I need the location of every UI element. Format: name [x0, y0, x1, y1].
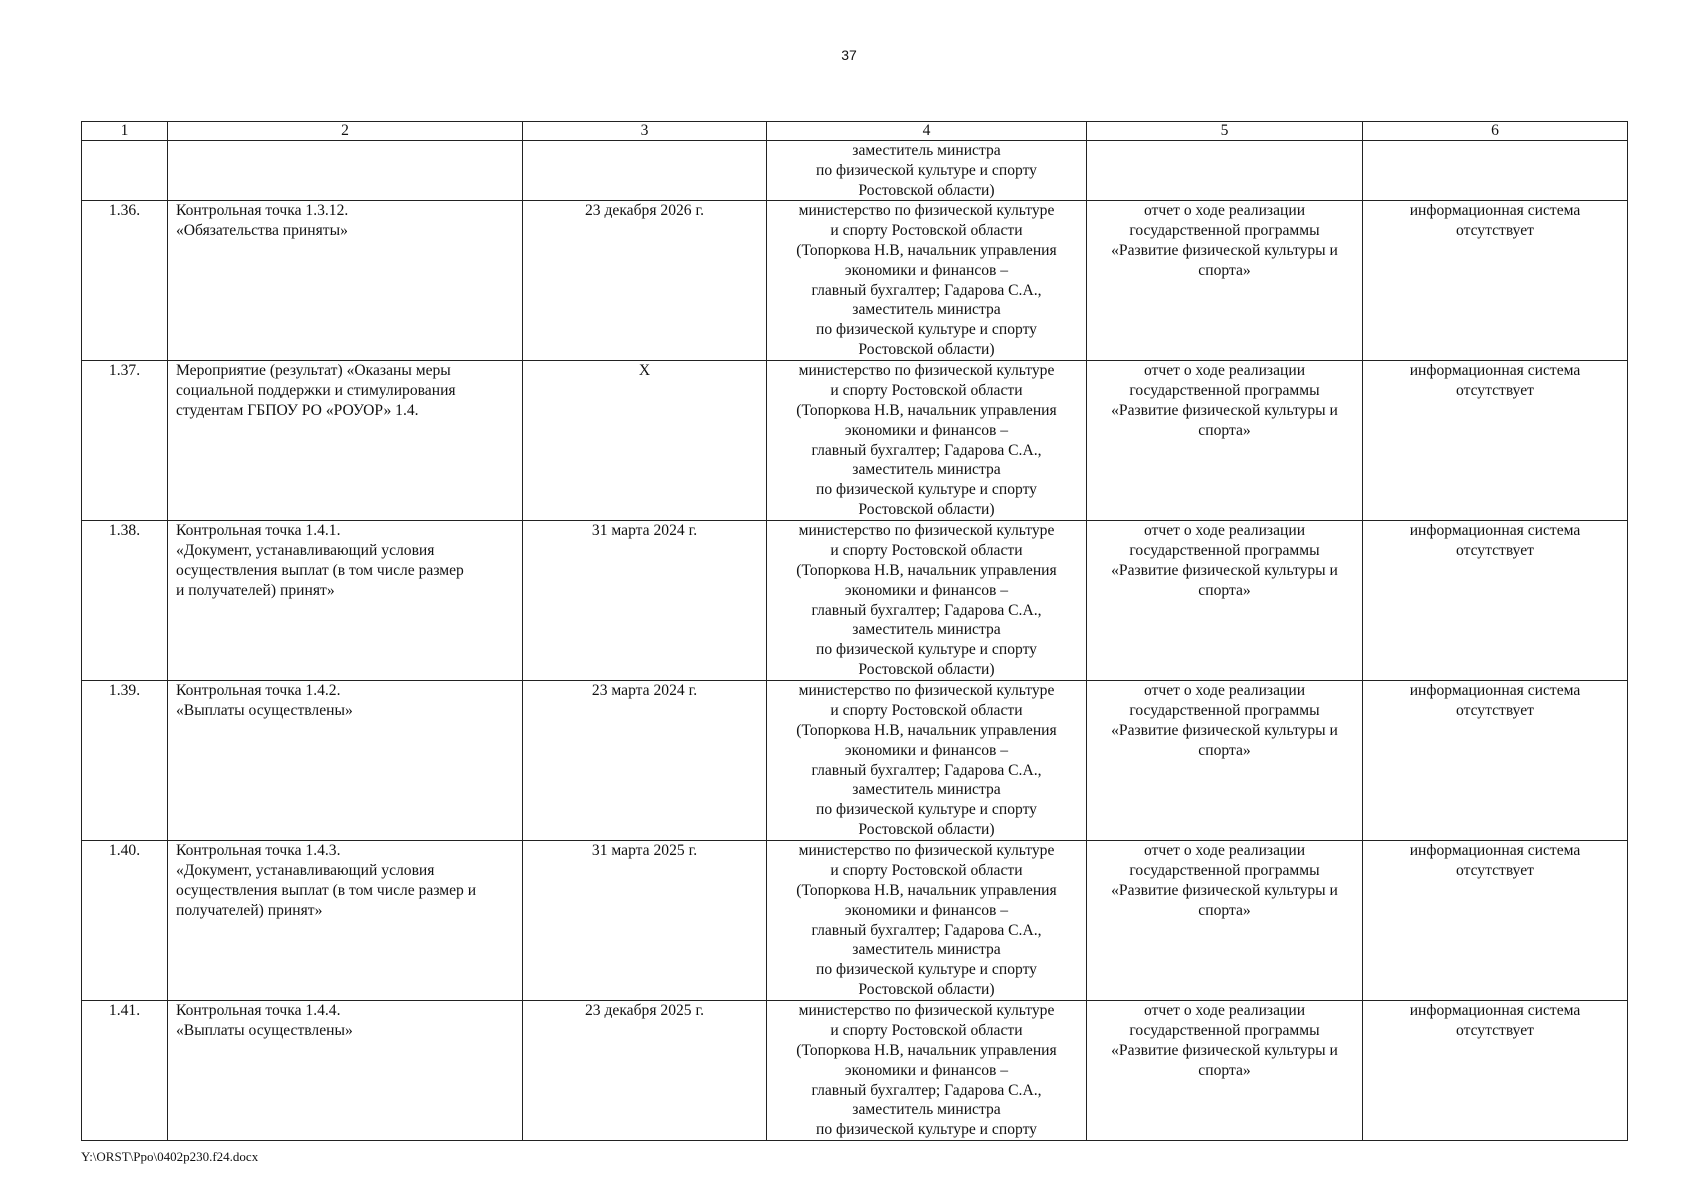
text-line: спорта» — [1198, 1061, 1251, 1079]
cell-responsible — [767, 361, 1087, 521]
text-line: министерство по физической культуре — [798, 362, 1055, 380]
text-line: (Топоркова Н.В, начальник управления — [796, 401, 1057, 419]
text-line: министерство по физической культуре — [798, 682, 1055, 700]
text-line: (Топоркова Н.В, начальник управления — [796, 241, 1057, 259]
text-line: отсутствует — [1455, 382, 1534, 400]
text-line: государственной программы — [1129, 542, 1320, 560]
cell-system — [1363, 201, 1628, 361]
text-line: и спорту Ростовской области — [830, 702, 1023, 720]
text-line: спорта» — [1198, 261, 1251, 279]
cell-name — [168, 841, 523, 1001]
cell-name — [168, 1001, 523, 1141]
text-line: главный бухгалтер; Гадарова С.А., — [811, 441, 1042, 459]
cell-name — [168, 681, 523, 841]
text-line: «Развитие физической культуры и — [1111, 241, 1338, 259]
text-line: и спорту Ростовской области — [830, 1022, 1023, 1040]
text-line: спорта» — [1198, 421, 1251, 439]
text-line: министерство по физической культуре — [798, 842, 1055, 860]
text-line: информационная система — [1409, 362, 1581, 380]
text-line: по физической культуре и спорту — [816, 641, 1037, 659]
text-line: информационная система — [1409, 842, 1581, 860]
text-line: отчет о ходе реализации — [1143, 202, 1306, 220]
cell-date — [523, 141, 767, 201]
text-line: «Обязательства приняты» — [176, 222, 348, 240]
text-line: Контрольная точка 1.4.2. — [176, 682, 341, 700]
cell-system — [1363, 841, 1628, 1001]
text-line: заместитель министра — [852, 142, 1001, 159]
text-line: по физической культуре и спорту — [816, 1121, 1037, 1139]
table-row — [82, 361, 1628, 521]
table-row — [82, 1001, 1628, 1141]
text-line: (Топоркова Н.В, начальник управления — [796, 721, 1057, 739]
text-line: экономики и финансов – — [844, 261, 1009, 279]
cell-responsible — [767, 521, 1087, 681]
cell-num: 1.41. — [82, 1001, 168, 1141]
text-line: по физической культуре и спорту — [816, 161, 1037, 179]
text-line: государственной программы — [1129, 222, 1320, 240]
column-number: 5 — [1087, 122, 1363, 141]
text-line: государственной программы — [1129, 382, 1320, 400]
text-line: Ростовской области) — [858, 340, 995, 358]
table-row — [82, 521, 1628, 681]
text-line: «Развитие физической культуры и — [1111, 401, 1338, 419]
cell-num — [82, 141, 168, 201]
text-line: спорта» — [1198, 901, 1251, 919]
cell-num: 1.39. — [82, 681, 168, 841]
file-path-footer: Y:\ORST\Ppo\0402p230.f24.docx — [81, 1149, 259, 1164]
text-line: заместитель министра — [852, 301, 1001, 319]
cell-system — [1363, 141, 1628, 201]
cell-responsible — [767, 681, 1087, 841]
text-line: информационная система — [1409, 682, 1581, 700]
text-line: заместитель министра — [852, 781, 1001, 799]
text-line: отсутствует — [1455, 542, 1534, 560]
text-line: получателей) принят» — [176, 901, 323, 919]
cell-name — [168, 521, 523, 681]
text-line: экономики и финансов – — [844, 741, 1009, 759]
column-number-row — [82, 122, 1628, 141]
column-number: 6 — [1363, 122, 1628, 141]
text-line: информационная система — [1409, 522, 1581, 540]
table-row — [82, 201, 1628, 361]
text-line: отчет о ходе реализации — [1143, 522, 1306, 540]
text-line: «Развитие физической культуры и — [1111, 721, 1338, 739]
text-line: Контрольная точка 1.3.12. — [176, 202, 349, 220]
text-line: осуществления выплат (в том числе размер — [176, 561, 464, 579]
text-line: заместитель министра — [852, 461, 1001, 479]
text-line: Контрольная точка 1.4.3. — [176, 842, 341, 860]
cell-document — [1087, 141, 1363, 201]
cell-document — [1087, 521, 1363, 681]
text-line: социальной поддержки и стимулирования — [176, 382, 456, 400]
text-line: главный бухгалтер; Гадарова С.А., — [811, 921, 1042, 939]
text-line: отчет о ходе реализации — [1143, 1002, 1306, 1020]
cell-system — [1363, 681, 1628, 841]
cell-system — [1363, 1001, 1628, 1141]
text-line: главный бухгалтер; Гадарова С.А., — [811, 1081, 1042, 1099]
column-number: 2 — [168, 122, 523, 141]
cell-num: 1.38. — [82, 521, 168, 681]
cell-responsible — [767, 1001, 1087, 1141]
cell-system — [1363, 521, 1628, 681]
text-line: Ростовской области) — [858, 500, 995, 518]
column-number: 3 — [523, 122, 767, 141]
text-line: информационная система — [1409, 202, 1581, 220]
text-line: спорта» — [1198, 741, 1251, 759]
cell-responsible — [767, 841, 1087, 1001]
text-line: спорта» — [1198, 581, 1251, 599]
text-line: студентам ГБПОУ РО «РОУОР» 1.4. — [176, 401, 419, 419]
text-line: отсутствует — [1455, 1022, 1534, 1040]
text-line: и получателей) принят» — [176, 581, 335, 599]
text-line: «Выплаты осуществлены» — [176, 702, 353, 720]
cell-document — [1087, 201, 1363, 361]
cell-document — [1087, 681, 1363, 841]
text-line: «Развитие физической культуры и — [1111, 561, 1338, 579]
text-line: информационная система — [1409, 1002, 1581, 1020]
cell-responsible — [767, 141, 1087, 201]
text-line: Мероприятие (результат) «Оказаны меры — [176, 362, 451, 380]
text-line: «Развитие физической культуры и — [1111, 881, 1338, 899]
text-line: отчет о ходе реализации — [1143, 842, 1306, 860]
text-line: «Выплаты осуществлены» — [176, 1022, 353, 1040]
cell-system — [1363, 361, 1628, 521]
cell-responsible — [767, 201, 1087, 361]
text-line: главный бухгалтер; Гадарова С.А., — [811, 761, 1042, 779]
text-line: отчет о ходе реализации — [1143, 682, 1306, 700]
cell-date: 31 марта 2025 г. — [523, 841, 767, 1001]
text-line: по физической культуре и спорту — [816, 481, 1037, 499]
cell-date: 31 марта 2024 г. — [523, 521, 767, 681]
cell-num: 1.40. — [82, 841, 168, 1001]
text-line: (Топоркова Н.В, начальник управления — [796, 881, 1057, 899]
table-row — [82, 681, 1628, 841]
text-line: и спорту Ростовской области — [830, 862, 1023, 880]
text-line: и спорту Ростовской области — [830, 222, 1023, 240]
page-number: 37 — [841, 47, 857, 63]
text-line: Контрольная точка 1.4.4. — [176, 1002, 341, 1020]
text-line: заместитель министра — [852, 1101, 1001, 1119]
text-line: государственной программы — [1129, 1022, 1320, 1040]
text-line: по физической культуре и спорту — [816, 321, 1037, 339]
cell-document — [1087, 841, 1363, 1001]
text-line: и спорту Ростовской области — [830, 542, 1023, 560]
cell-document — [1087, 1001, 1363, 1141]
table-body — [82, 122, 1628, 1141]
text-line: экономики и финансов – — [844, 901, 1009, 919]
cell-name — [168, 141, 523, 201]
text-line: Контрольная точка 1.4.1. — [176, 522, 341, 540]
text-line: министерство по физической культуре — [798, 522, 1055, 540]
text-line: Ростовской области) — [858, 181, 995, 199]
text-line: (Топоркова Н.В, начальник управления — [796, 561, 1057, 579]
text-line: главный бухгалтер; Гадарова С.А., — [811, 281, 1042, 299]
cell-document — [1087, 361, 1363, 521]
text-line: заместитель министра — [852, 941, 1001, 959]
table-row — [82, 841, 1628, 1001]
cell-num: 1.37. — [82, 361, 168, 521]
text-line: государственной программы — [1129, 702, 1320, 720]
text-line: по физической культуре и спорту — [816, 961, 1037, 979]
continuation-row — [82, 141, 1628, 201]
text-line: «Развитие физической культуры и — [1111, 1041, 1338, 1059]
text-line: отсутствует — [1455, 702, 1534, 720]
cell-name — [168, 201, 523, 361]
cell-name — [168, 361, 523, 521]
text-line: заместитель министра — [852, 621, 1001, 639]
text-line: государственной программы — [1129, 862, 1320, 880]
text-line: Ростовской области) — [858, 980, 995, 998]
text-line: экономики и финансов – — [844, 1061, 1009, 1079]
text-line: Ростовской области) — [858, 660, 995, 678]
cell-date: 23 декабря 2025 г. — [523, 1001, 767, 1141]
text-line: и спорту Ростовской области — [830, 382, 1023, 400]
cell-date: 23 марта 2024 г. — [523, 681, 767, 841]
text-line: осуществления выплат (в том числе размер и — [176, 881, 477, 899]
text-line: главный бухгалтер; Гадарова С.А., — [811, 601, 1042, 619]
text-line: «Документ, устанавливающий условия — [176, 542, 435, 560]
text-line: отчет о ходе реализации — [1143, 362, 1306, 380]
text-line: экономики и финансов – — [844, 421, 1009, 439]
text-line: (Топоркова Н.В, начальник управления — [796, 1041, 1057, 1059]
text-line: министерство по физической культуре — [798, 202, 1055, 220]
cell-date: Х — [523, 361, 767, 521]
text-line: экономики и финансов – — [844, 581, 1009, 599]
column-number: 1 — [82, 122, 168, 141]
cell-num: 1.36. — [82, 201, 168, 361]
text-line: Ростовской области) — [858, 820, 995, 838]
control-points-table — [81, 121, 1628, 1141]
text-line: отсутствует — [1455, 862, 1534, 880]
cell-date: 23 декабря 2026 г. — [523, 201, 767, 361]
column-number: 4 — [767, 122, 1087, 141]
text-line: отсутствует — [1455, 222, 1534, 240]
text-line: министерство по физической культуре — [798, 1002, 1055, 1020]
text-line: «Документ, устанавливающий условия — [176, 862, 435, 880]
text-line: по физической культуре и спорту — [816, 801, 1037, 819]
